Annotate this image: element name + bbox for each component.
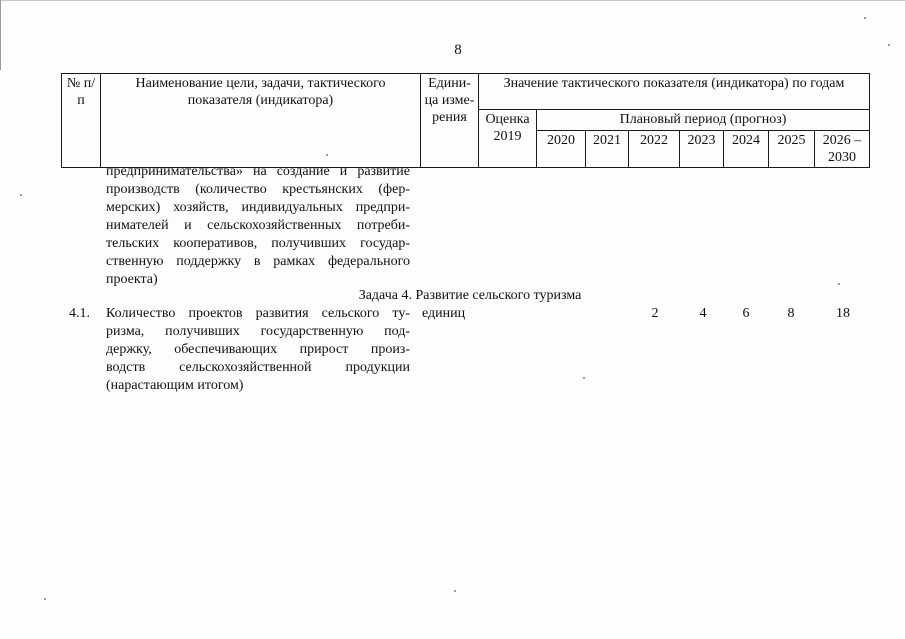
text-line: проекта) — [106, 272, 158, 287]
text-line: (нарастающим итогом) — [106, 378, 244, 393]
scan-speck — [20, 194, 22, 196]
scan-edge-top — [0, 0, 905, 1]
value-2023: 4 — [699, 306, 707, 321]
header-plan-period: Плановый период (прогноз) — [537, 110, 870, 131]
text-line: производств (количество крестьянских (фер- — [106, 182, 410, 197]
scan-edge-left — [0, 0, 1, 70]
header-year: 2026 – 2030 — [815, 131, 870, 168]
indicator-unit: единиц — [422, 306, 466, 321]
value-2025: 8 — [787, 306, 795, 321]
header-name: Наименование цели, задачи, тактического показателя (индикатора) — [101, 74, 421, 168]
text-line: Количество проектов развития сельского ту- — [106, 306, 410, 321]
text-line: тельских кооперативов, получивших государ- — [106, 236, 410, 251]
header-unit: Едини- ца изме- рения — [421, 74, 479, 168]
task-title: Задача 4. Развитие сельского туризма — [358, 288, 582, 303]
scan-speck — [864, 17, 866, 19]
header-number: № п/п — [62, 74, 101, 168]
text-line: ственную поддержку в рамках федерального — [106, 254, 410, 269]
header-year: 2025 — [769, 131, 815, 168]
page-number: 8 — [454, 42, 462, 58]
text-line: держку, обеспечивающих прирост произ- — [106, 342, 410, 357]
header-year: 2023 — [680, 131, 724, 168]
value-2022: 2 — [651, 306, 659, 321]
header-year: 2024 — [724, 131, 769, 168]
scan-speck — [888, 44, 890, 46]
header-estimate: Оценка 2019 — [479, 110, 537, 168]
indicator-number: 4.1. — [69, 306, 90, 321]
value-2024: 6 — [742, 306, 750, 321]
continued-row-name — [106, 163, 410, 289]
scan-speck — [583, 377, 585, 379]
header-year: 2022 — [629, 131, 680, 168]
value-2026-2030: 18 — [836, 306, 850, 321]
text-line: ризма, получивших государственную под- — [106, 324, 410, 339]
text-line: водств сельскохозяйственной продукции — [106, 360, 410, 375]
header-year: 2020 — [537, 131, 586, 168]
text-line: нимателей и сельскохозяйственных потреби- — [106, 218, 410, 233]
text-line: предпринимательства» на создание и развитие — [106, 164, 410, 179]
header-values-group: Значение тактического показателя (индикатора) по годам — [479, 74, 870, 110]
indicator-table-header — [61, 73, 870, 168]
scan-speck — [44, 598, 46, 600]
scan-speck — [838, 283, 840, 285]
indicator-name — [106, 305, 410, 395]
header-year: 2021 — [586, 131, 629, 168]
text-line: мерских) хозяйств, индивидуальных предпри- — [106, 200, 410, 215]
scan-speck — [454, 590, 456, 592]
scan-speck — [326, 154, 328, 156]
